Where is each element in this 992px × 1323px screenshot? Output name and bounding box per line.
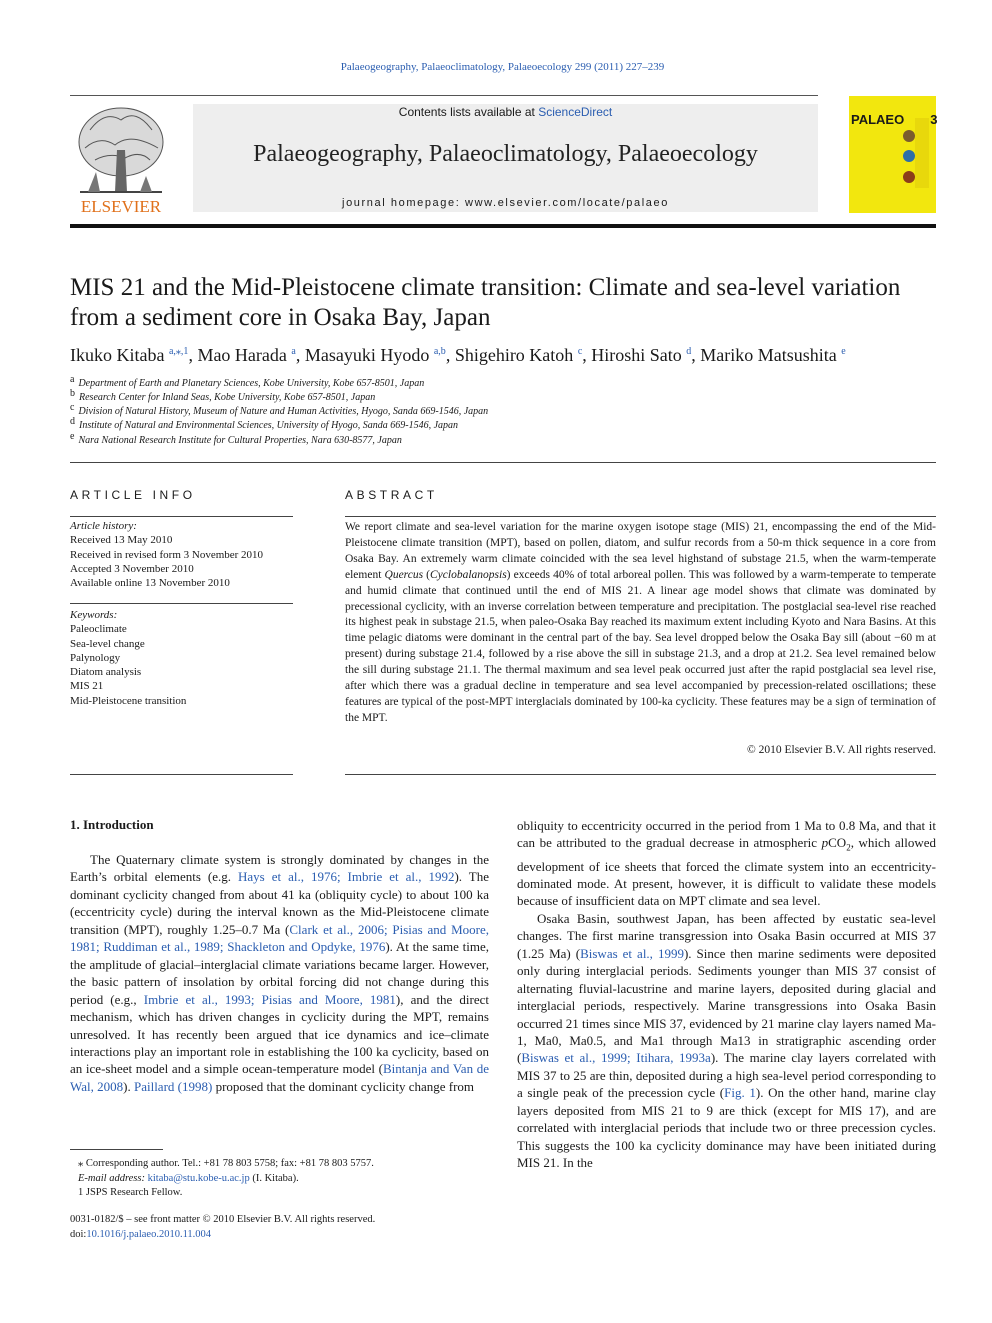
- citation-link[interactable]: Bintanja and Van de Wal, 2008: [70, 1061, 489, 1094]
- article-info-rule: [70, 516, 293, 517]
- text-run: ). The dominant cyclicity changed from about 41 ka (obliquity cycle) to about 100 ka (eccentricity cycle) during the interval known as the Mid-Pleistocene climate transition (MPT), roughly 1.25–0.7 Ma (: [70, 869, 489, 937]
- abstract-taxon: Quercus: [384, 568, 424, 581]
- journal-citation-link[interactable]: Palaeogeography, Palaeoclimatology, Palaeoecology 299 (2011) 227–239: [340, 61, 665, 73]
- text-run: ).: [123, 1078, 134, 1094]
- abstract-fragment: (: [423, 568, 430, 581]
- email-link[interactable]: kitaba@stu.kobe-u.ac.jp: [147, 1172, 250, 1184]
- article-info-bottom-rule: [70, 774, 293, 775]
- article-title: MIS 21 and the Mid-Pleistocene climate transition: Climate and sea-level variation from a sediment core in Osaka Bay, Japan: [70, 274, 901, 331]
- body-column-right: [517, 817, 936, 1172]
- text-run: ). The marine clay layers correlated with MIS 37 to 25 are thin, deposited during a high sea-level period corresponding to a single peak of the precession cycle (: [517, 1050, 936, 1101]
- affiliation-text: Research Center for Inland Seas, Kobe University, Kobe 657-8501, Japan: [79, 392, 376, 403]
- author-affiliation-marker[interactable]: c: [577, 346, 583, 357]
- keyword-item: Paleoclimate: [70, 623, 127, 636]
- history-item: Received in revised form 3 November 2010: [70, 548, 264, 561]
- section-heading-introduction: 1. Introduction: [70, 817, 154, 832]
- author-list: Ikuko Kitaba $^{a,⁎,1}$, Mao Harada $^a$, Masayuki Hyodo $^{a,b}$, Shigehiro Katoh $^c$, Hiroshi Sato $^d$, Mariko Matsushita $^e$: [70, 345, 846, 365]
- footnote-rule: [70, 1149, 163, 1150]
- author-name[interactable]: Mao Harada: [197, 345, 287, 365]
- issn-line: 0031-0182/$ – see front matter © 2010 Elsevier B.V. All rights reserved.: [70, 1214, 376, 1225]
- keywords-rule: [70, 603, 293, 604]
- sciencedirect-link[interactable]: ScienceDirect: [538, 105, 613, 119]
- affiliation-text: Division of Natural History, Museum of Nature and Human Activities, Hyogo, Sanda 669-1546, Japan: [78, 406, 489, 417]
- keyword-item: Mid-Pleistocene transition: [70, 694, 187, 707]
- author-name[interactable]: Hiroshi Sato: [591, 345, 682, 365]
- text-run: CO: [828, 835, 847, 851]
- elsevier-logo: [70, 100, 172, 215]
- affiliation: [70, 401, 489, 419]
- history-item: Received 13 May 2010: [70, 534, 173, 547]
- affiliation-text: Nara National Research Institute for Cultural Properties, Nara 630-8577, Japan: [78, 435, 402, 446]
- figure-link[interactable]: Fig. 1: [724, 1085, 756, 1101]
- keyword-item: Diatom analysis: [70, 666, 142, 679]
- doi-line: [70, 1228, 489, 1243]
- author-affiliation-marker[interactable]: d: [686, 346, 692, 357]
- homepage-label: journal homepage:: [342, 197, 466, 209]
- header-top-rule: [70, 95, 818, 96]
- issn-doi: [70, 1213, 489, 1242]
- cover-number: 3: [930, 112, 938, 127]
- keyword-item: Palynology: [70, 651, 121, 664]
- affiliation-key: b: [70, 387, 75, 399]
- text-run: , which allowed development of ice sheets that forced the climate system into an eccentricity-dominated mode. At present, however, it is difficult to validate these models because of insufficient data on MPT climate and sea level.: [517, 835, 936, 909]
- history-item: Available online 13 November 2010: [70, 577, 230, 590]
- affiliation-key: e: [70, 430, 75, 442]
- text-run: The Quaternary climate system is strongly dominated by changes in the Earth’s orbital elements (e.g.: [70, 852, 489, 885]
- email-label: E-mail address:: [78, 1172, 148, 1184]
- text-run: Osaka Basin, southwest Japan, has been affected by eustatic sea-level changes. The first marine transgression into Osaka Basin occurred at MIS 37 (1.25 Ma) (: [517, 910, 936, 961]
- abstract-heading: ABSTRACT: [345, 488, 438, 502]
- affiliation-text: Department of Earth and Planetary Sciences, Kobe University, Kobe 657-8501, Japan: [78, 378, 425, 389]
- doi-label: doi:: [70, 1228, 87, 1240]
- keywords: [70, 608, 293, 708]
- text-run: proposed that the dominant cyclicity change from: [212, 1078, 475, 1094]
- affiliation-key: c: [70, 401, 75, 413]
- journal-name: Palaeogeography, Palaeoclimatology, Palaeoecology: [253, 141, 758, 167]
- subscript: 2: [846, 843, 851, 854]
- affiliation: [70, 373, 425, 391]
- text-run: ), and the direct mechanism, which has driven changes in cyclicity during the MPT, remains unresolved. It has recently been argued that ice dynamics and ice–climate interactions play an important role in establishing the 100 ka cyclicity, based on an ice-sheet model and a simple ocean-temperature model (: [70, 991, 490, 1077]
- abstract-taxon: Cyclobalanopsis: [430, 568, 507, 581]
- header-thick-rule: [70, 224, 936, 228]
- body-paragraph: [517, 817, 936, 910]
- email-suffix: (I. Kitaba).: [249, 1172, 299, 1184]
- history-item: Accepted 3 November 2010: [70, 562, 194, 575]
- affiliation: [70, 387, 376, 405]
- doi-link[interactable]: 10.1016/j.palaeo.2010.11.004: [86, 1228, 212, 1240]
- text-run: ). On the other hand, marine clay layers deposited from MIS 21 to 9 are thick (except for MIS 17), and are correlated with interglacial periods that include two or three precession cycles. This suggests the 100 ka cyclicity dominance may have been initiated during MIS 21. In the: [517, 1085, 937, 1171]
- body-paragraph: [517, 910, 936, 1172]
- affiliation: [70, 430, 402, 448]
- text-run: ). At the same time, the amplitude of glacial–interglacial climate variations became larger. However, the basic pattern of insolation by orbital forcing did not change during this period (e.g.,: [70, 939, 490, 1007]
- abstract-copyright: © 2010 Elsevier B.V. All rights reserved.: [747, 744, 936, 756]
- author-affiliation-marker[interactable]: e: [841, 346, 846, 357]
- history-label: Article history:: [70, 520, 137, 532]
- affiliations-divider: [70, 462, 936, 463]
- author-name[interactable]: Masayuki Hyodo: [304, 345, 430, 365]
- author-name[interactable]: Mariko Matsushita: [700, 345, 837, 365]
- text-run: p: [821, 835, 829, 851]
- keywords-label: Keywords:: [70, 609, 118, 621]
- homepage-link[interactable]: www.elsevier.com/locate/palaeo: [465, 197, 669, 209]
- citation-link[interactable]: Biswas et al., 1999; Itihara, 1993a: [521, 1050, 711, 1066]
- footnotes: [70, 1157, 489, 1201]
- abstract-text: [345, 520, 936, 727]
- abstract-fragment: ) exceeds 40% of total arboreal pollen. This was followed by a warm-temperate to temperate and humid climate that continued until the end of MIS 21. A linear age model shows that climate was dominated by precessional cyclicity, with an inverse correlation between temperature and precipitation. The postglacial sea-level rise reached its highest peak in substage 21.5, when paleo-Osaka Bay reached its maximum extent including Kyoto and Nara Basins. At this time pelagic diatoms were dominant in the central part of the bay. Sea level dropped below the Osaka Bay sill (about −60 m at present) during substage 21.4, followed by a rise above the sill in substage 21.3, and a drop at 21.2. Sea level remained below the sill during substage 21.1. The thermal maximum and sea level peak occurred just after the rapid postglacial sea level rise, after which there was a gradual decline in temperature and sea level accompanied by precession-related oscillations; these features are typical of the post-MPT interglacials dominated by 100-ka cyclicity. These features may be a sign of termination of the MPT.: [345, 568, 936, 724]
- citation-link[interactable]: Clark et al., 2006; Pisias and Moore, 1981; Ruddiman et al., 1989; Shackleton and Opdyke, 1976: [70, 921, 490, 955]
- author-affiliation-marker[interactable]: a: [291, 346, 296, 357]
- text-run: obliquity to eccentricity occurred in the period from 1 Ma to 0.8 Ma, and that it can be attributed to the gradual decrease in atmospheric: [517, 818, 936, 851]
- email-note: [70, 1172, 489, 1187]
- cover-title-text: PALAEO: [851, 112, 905, 127]
- body-column-left: [70, 851, 489, 1095]
- corresponding-author-note: ⁎ Corresponding author. Tel.: +81 78 803 5758; fax: +81 78 803 5757.: [78, 1158, 374, 1169]
- keyword-item: Sea-level change: [70, 637, 145, 650]
- contents-line: [193, 105, 818, 119]
- author-name[interactable]: Shigehiro Katoh: [454, 345, 574, 365]
- body-paragraph: [70, 851, 489, 1095]
- elsevier-tree-icon: [70, 100, 172, 215]
- affiliation-key: a: [70, 373, 75, 385]
- abstract-rule: [345, 516, 936, 517]
- contents-prefix: Contents lists available at: [398, 105, 539, 119]
- citation-link[interactable]: Imbrie et al., 1993; Pisias and Moore, 1981: [143, 991, 396, 1007]
- author-affiliation-marker[interactable]: a,b: [433, 346, 446, 357]
- author-affiliation-marker[interactable]: a,⁎,1: [168, 346, 189, 357]
- abstract-bottom-rule: [345, 774, 936, 775]
- affiliation: [70, 415, 459, 433]
- citation-link[interactable]: Biswas et al., 1999: [580, 945, 684, 961]
- fellow-note: 1 JSPS Research Fellow.: [78, 1187, 183, 1198]
- homepage-line: [193, 197, 818, 209]
- keyword-item: MIS 21: [70, 680, 104, 693]
- cover-title: [851, 112, 937, 127]
- article-info-heading: ARTICLE INFO: [70, 488, 196, 502]
- text-run: ). Since then marine sediments were deposited only during interglacial periods. Sediments younger than MIS 37 consist of alternating fluvial-lacustrine and marine layers, deposited during glacial and interglacial periods, respectively. Marine transgressions into Osaka Basin occurred 21 times since MIS 37, evidenced by 21 marine clay layers named Ma-1, Ma0, Ma0.5, and Ma1 through Ma13 in stratigraphic ascending order (: [517, 945, 937, 1066]
- affiliation-key: d: [70, 415, 75, 427]
- citation-link[interactable]: Hays et al., 1976; Imbrie et al., 1992: [238, 869, 455, 885]
- author-name[interactable]: Ikuko Kitaba: [70, 345, 165, 365]
- citation-link[interactable]: Paillard (1998): [133, 1078, 213, 1094]
- elsevier-wordmark: ELSEVIER: [80, 197, 162, 215]
- affiliation-text: Institute of Natural and Environmental Sciences, University of Hyogo, Sanda 669-1546, Japan: [79, 420, 459, 431]
- abstract-fragment: We report climate and sea-level variation for the marine oxygen isotope stage (MIS) 21, encompassing the end of the Mid-Pleistocene climate transition (MPT), based on pollen, diatom, and sulfur records from a 50-m thick sequence in a core from Osaka Bay. An extremely warm climate coincided with the sea level highstand of substage 21.5, when the warm-temperate element: [345, 521, 936, 581]
- article-history: [70, 519, 293, 590]
